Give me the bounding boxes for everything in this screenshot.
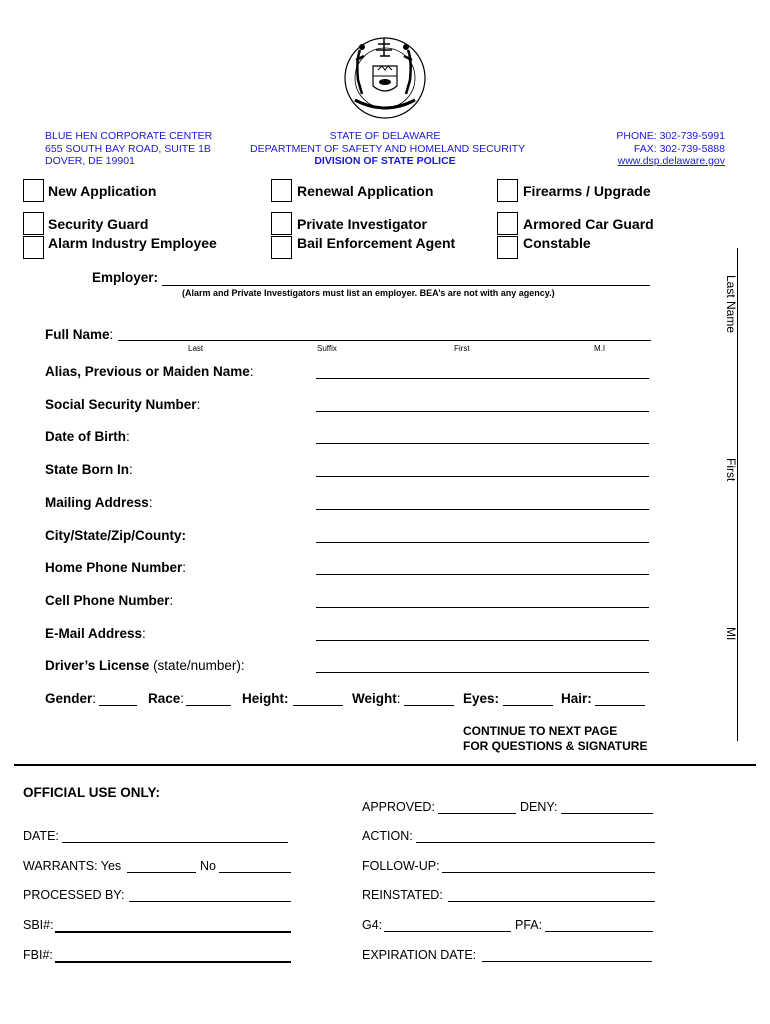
mailing-address-field[interactable] [316,509,649,510]
home-phone-field[interactable] [316,574,649,575]
follow-up-field[interactable] [442,872,655,873]
g4-label: G4: [362,918,383,932]
department-name: DEPARTMENT OF SAFETY AND HOMELAND SECURITY [250,142,526,155]
address-line: BLUE HEN CORPORATE CENTER [45,130,213,142]
name-part-suffix: Suffix [317,344,337,353]
name-part-mi: M.I [594,344,606,353]
date-field[interactable] [62,842,288,843]
eyes-field[interactable] [503,705,553,706]
delaware-seal [340,30,430,120]
deny-label: DENY: [520,800,558,814]
reinstated-label: REINSTATED: [362,888,443,902]
website-link[interactable]: www.dsp.delaware.gov [617,155,725,167]
security-guard-label: Security Guard [48,216,149,232]
firearms-upgrade-label: Firearms / Upgrade [523,183,651,199]
home-phone-label: Home Phone Number: [45,560,187,575]
sbi-field[interactable] [55,931,291,933]
date-label: DATE: [23,829,59,843]
city-state-zip-label: City/State/Zip/County: [45,528,186,543]
contact-block [616,130,725,168]
race-label: Race: [148,691,185,706]
dob-label: Date of Birth: [45,429,130,444]
reinstated-field[interactable] [448,901,655,902]
full-name-label [45,327,113,342]
armored-car-label: Armored Car Guard [523,216,654,232]
drivers-license-field[interactable] [316,672,649,673]
alias-field[interactable] [316,378,649,379]
drivers-license-label: Driver’s License (state/number): [45,658,245,673]
bail-enforcement-checkbox[interactable] [271,236,292,259]
fbi-label: FBI#: [23,948,53,962]
expiration-date-label: EXPIRATION DATE: [362,948,477,962]
cell-phone-label: Cell Phone Number: [45,593,174,608]
armored-car-checkbox[interactable] [497,212,518,235]
hair-field[interactable] [595,705,645,706]
official-title: OFFICIAL USE ONLY: [23,785,161,800]
name-part-last: Last [188,344,204,353]
mailing-address-label: Mailing Address: [45,495,153,510]
phone: PHONE: 302-739-5991 [616,130,725,142]
action-label: ACTION: [362,829,413,843]
address-block [45,130,212,168]
deny-field[interactable] [561,813,653,814]
address-line: DOVER, DE 19901 [45,155,135,167]
full-name-text: Full Name [45,327,110,342]
alarm-industry-checkbox[interactable] [23,236,44,259]
side-label-first: First [724,458,738,482]
expiration-date-field[interactable] [482,961,652,962]
state-born-field[interactable] [316,476,649,477]
address-line: 655 SOUTH BAY ROAD, SUITE 1B [45,142,211,155]
height-field[interactable] [293,705,343,706]
employer-field[interactable] [162,285,650,286]
eyes-label: Eyes: [463,691,500,706]
gender-field[interactable] [99,705,137,706]
fax: FAX: 302-739-5888 [633,142,725,155]
full-name-colon: : [109,327,114,342]
dob-field[interactable] [316,443,649,444]
private-investigator-checkbox[interactable] [271,212,292,235]
security-guard-checkbox[interactable] [23,212,44,235]
employer-note: (Alarm and Private Investigators must list an employer. BEA’s are not with any agency.) [182,288,555,298]
official-divider [14,764,756,766]
processed-by-label: PROCESSED BY: [23,888,125,902]
weight-label: Weight: [352,691,401,706]
pfa-label: PFA: [515,918,543,932]
full-name-field[interactable] [118,340,651,341]
continue-note [463,724,647,754]
warrants-yes-field[interactable] [127,872,196,873]
renewal-application-checkbox[interactable] [271,179,292,202]
new-application-label: New Application [48,183,157,199]
email-label: E-Mail Address: [45,626,146,641]
height-label: Height: [242,691,289,706]
follow-up-label: FOLLOW-UP: [362,859,440,873]
new-application-checkbox[interactable] [23,179,44,202]
side-label-mi: MI [724,627,738,641]
warrants-no-field[interactable] [219,872,291,873]
pfa-field[interactable] [545,931,653,932]
name-part-first: First [454,344,470,353]
fbi-field[interactable] [55,961,291,963]
gender-label: Gender: [45,691,97,706]
city-state-zip-field[interactable] [316,542,649,543]
firearms-upgrade-checkbox[interactable] [497,179,518,202]
warrants-no-label: No [200,859,216,873]
bail-enforcement-label: Bail Enforcement Agent [297,235,456,251]
alias-label: Alias, Previous or Maiden Name: [45,364,254,379]
processed-by-field[interactable] [129,901,291,902]
renewal-application-label: Renewal Application [297,183,434,199]
state-name: STATE OF DELAWARE [329,130,441,142]
approved-field[interactable] [438,813,516,814]
weight-field[interactable] [404,705,454,706]
cell-phone-field[interactable] [316,607,649,608]
warrants-yes-label: WARRANTS: Yes [23,859,122,873]
private-investigator-label: Private Investigator [297,216,427,232]
constable-checkbox[interactable] [497,236,518,259]
employer-label: Employer: [92,270,159,285]
state-born-label: State Born In: [45,462,133,477]
side-label-last-name: Last Name [724,275,738,334]
ssn-field[interactable] [316,411,649,412]
race-field[interactable] [186,705,231,706]
sbi-label: SBI#: [23,918,54,932]
division-name: DIVISION OF STATE POLICE [314,155,456,167]
ssn-label: Social Security Number: [45,397,201,412]
continue-line-1: CONTINUE TO NEXT PAGE [463,724,618,738]
continue-line-2: FOR QUESTIONS & SIGNATURE [463,739,648,753]
email-field[interactable] [316,640,649,641]
alarm-industry-label: Alarm Industry Employee [48,235,217,251]
action-field[interactable] [416,842,655,843]
agency-block [250,130,526,168]
approved-label: APPROVED: [362,800,435,814]
g4-field[interactable] [384,931,511,932]
constable-label: Constable [523,235,591,251]
hair-label: Hair: [561,691,592,706]
